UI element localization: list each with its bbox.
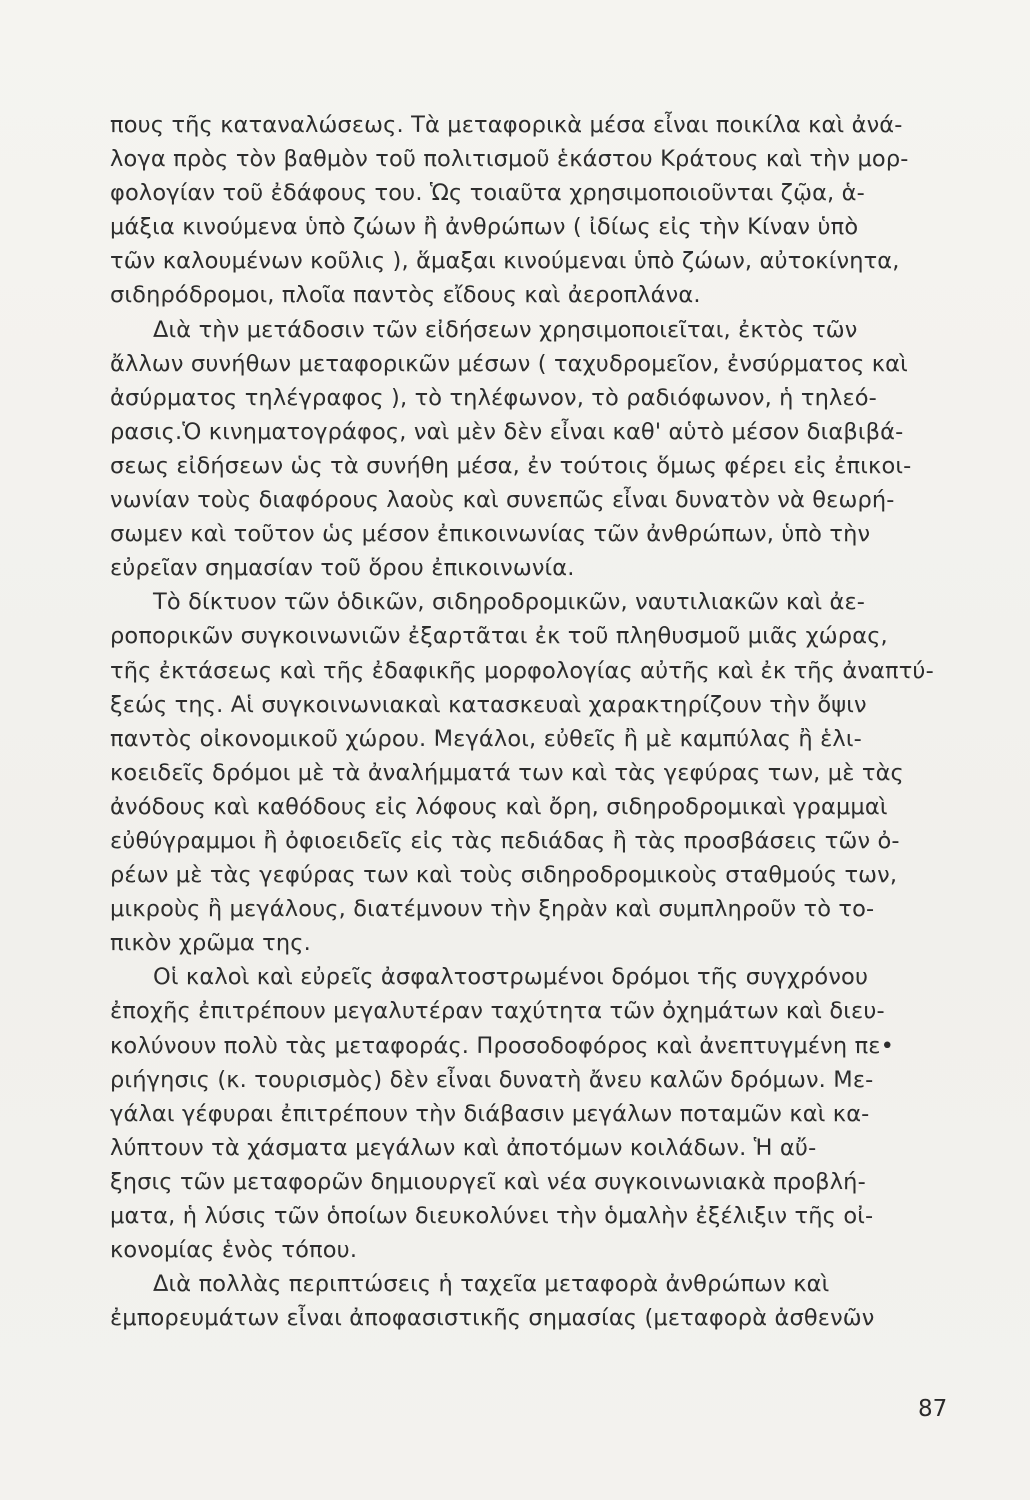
paragraph-start-line: Διὰ πολλὰς περιπτώσεις ἡ ταχεῖα μεταφορὰ ἀνθρώπων καὶ: [153, 1271, 830, 1298]
text-line: ἐποχῆς ἐπιτρέπουν μεγαλυτέραν ταχύτητα τῶν ὀχημάτων καὶ διευ-: [110, 998, 885, 1025]
text-line: ξεώς της. Αἱ συγκοινωνιακαὶ κατασκευαὶ χαρακτηρίζουν τὴν ὄψιν: [110, 691, 867, 718]
text-line: ἀσύρματος τηλέγραφος ), τὸ τηλέφωνον, τὸ ραδιόφωνον, ἡ τηλεό-: [110, 384, 877, 411]
text-line: ροπορικῶν συγκοινωνιῶν ἐξαρτᾶται ἐκ τοῦ πληθυσμοῦ μιᾶς χώρας,: [110, 623, 888, 650]
text-line: εὐρεῖαν σημασίαν τοῦ ὅρου ἐπικοινωνία.: [110, 555, 575, 582]
text-line: πικὸν χρῶμα της.: [110, 930, 311, 957]
text-line: ἐμπορευμάτων εἶναι ἀποφασιστικῆς σημασίας (μεταφορὰ ἀσθενῶν: [110, 1305, 875, 1332]
text-line: ἀνόδους καὶ καθόδους εἰς λόφους καὶ ὄρη, σιδηροδρομικαὶ γραμμαὶ: [110, 793, 888, 820]
text-line: μάξια κινούμενα ὑπὸ ζώων ἢ ἀνθρώπων ( ἰδίως εἰς τὴν Κίναν ὑπὸ: [110, 214, 859, 241]
text-line: ρέων μὲ τὰς γεφύρας των καὶ τοὺς σιδηροδρομικοὺς σταθμούς των,: [110, 862, 898, 889]
text-line: ριήγησις (κ. τουρισμὸς) δὲν εἶναι δυνατὴ ἄνευ καλῶν δρόμων. Με-: [110, 1066, 874, 1093]
text-line: κοειδεῖς δρόμοι μὲ τὰ ἀναλήμματά των καὶ τὰς γεφύρας των, μὲ τὰς: [110, 759, 904, 786]
paragraph-start-line: Διὰ τὴν μετάδοσιν τῶν εἰδήσεων χρησιμοποιεῖται, ἐκτὸς τῶν: [153, 316, 858, 343]
paragraph-start-line: Οἱ καλοὶ καὶ εὐρεῖς ἀσφαλτοστρωμένοι δρόμοι τῆς συγχρόνου: [153, 964, 869, 991]
text-line: τῶν καλουμένων κοῦλις ), ἅμαξαι κινούμεναι ὑπὸ ζώων, αὐτοκίνητα,: [110, 248, 900, 275]
text-line: πους τῆς καταναλώσεως. Τὰ μεταφορικὰ μέσα εἶναι ποικίλα καὶ ἀνά-: [110, 112, 903, 138]
text-line: ἄλλων συνήθων μεταφορικῶν μέσων ( ταχυδρομεῖον, ἐνσύρματος καὶ: [110, 350, 908, 377]
text-line: λύπτουν τὰ χάσματα μεγάλων καὶ ἀποτόμων κοιλάδων. Ἡ αὔ-: [110, 1134, 817, 1161]
page-number: 87: [918, 1396, 948, 1422]
paragraph-start-line: Τὸ δίκτυον τῶν ὁδικῶν, σιδηροδρομικῶν, ναυτιλιακῶν καὶ ἀε-: [153, 589, 866, 616]
text-line: σεως εἰδήσεων ὡς τὰ συνήθη μέσα, ἐν τούτοις ὅμως φέρει εἰς ἐπικοι-: [110, 452, 912, 479]
text-line: κονομίας ἑνὸς τόπου.: [110, 1237, 358, 1264]
text-line: κολύνουν πολὺ τὰς μεταφοράς. Προσοδοφόρος καὶ ἀνεπτυγμένη πε•: [110, 1032, 895, 1059]
text-line: ξησις τῶν μεταφορῶν δημιουργεῖ καὶ νέα συγκοινωνιακὰ προβλή-: [110, 1168, 866, 1195]
text-line: εὐθύγραμμοι ἢ ὀφιοειδεῖς εἰς τὰς πεδιάδας ἢ τὰς προσβάσεις τῶν ὀ-: [110, 827, 900, 854]
text-line: σωμεν καὶ τοῦτον ὡς μέσον ἐπικοινωνίας τῶν ἀνθρώπων, ὑπὸ τὴν: [110, 521, 871, 548]
text-line: γάλαι γέφυραι ἐπιτρέπουν τὴν διάβασιν μεγάλων ποταμῶν καὶ κα-: [110, 1100, 870, 1127]
text-line: λογα πρὸς τὸν βαθμὸν τοῦ πολιτισμοῦ ἑκάστου Κράτους καὶ τὴν μορ-: [110, 146, 909, 173]
text-line: μικροὺς ἢ μεγάλους, διατέμνουν τὴν ξηρὰν καὶ συμπληροῦν τὸ το-: [110, 896, 875, 923]
text-line: παντὸς οἰκονομικοῦ χώρου. Μεγάλοι, εὐθεῖς ἢ μὲ καμπύλας ἢ ἑλι-: [110, 725, 862, 752]
text-line: φολογίαν τοῦ ἐδάφους του. Ὡς τοιαῦτα χρησιμοποιοῦνται ζῷα, ἁ-: [110, 180, 865, 207]
text-line: ματα, ἡ λύσις τῶν ὁποίων διευκολύνει τὴν ὁμαλὴν ἐξέλιξιν τῆς οἰ-: [110, 1203, 874, 1229]
text-line: τῆς ἐκτάσεως καὶ τῆς ἐδαφικῆς μορφολογίας αὐτῆς καὶ ἐκ τῆς ἀναπτύ-: [110, 657, 934, 684]
text-line: νωνίαν τοὺς διαφόρους λαοὺς καὶ συνεπῶς εἶναι δυνατὸν νὰ θεωρή-: [110, 487, 895, 514]
body-text: [110, 108, 950, 1335]
text-line: ρασις.Ὁ κινηματογράφος, ναὶ μὲν δὲν εἶναι καθ' αὑτὸ μέσον διαβιβά-: [110, 418, 904, 445]
text-line: σιδηρόδρομοι, πλοῖα παντὸς εἴδους καὶ ἀεροπλάνα.: [110, 282, 701, 309]
